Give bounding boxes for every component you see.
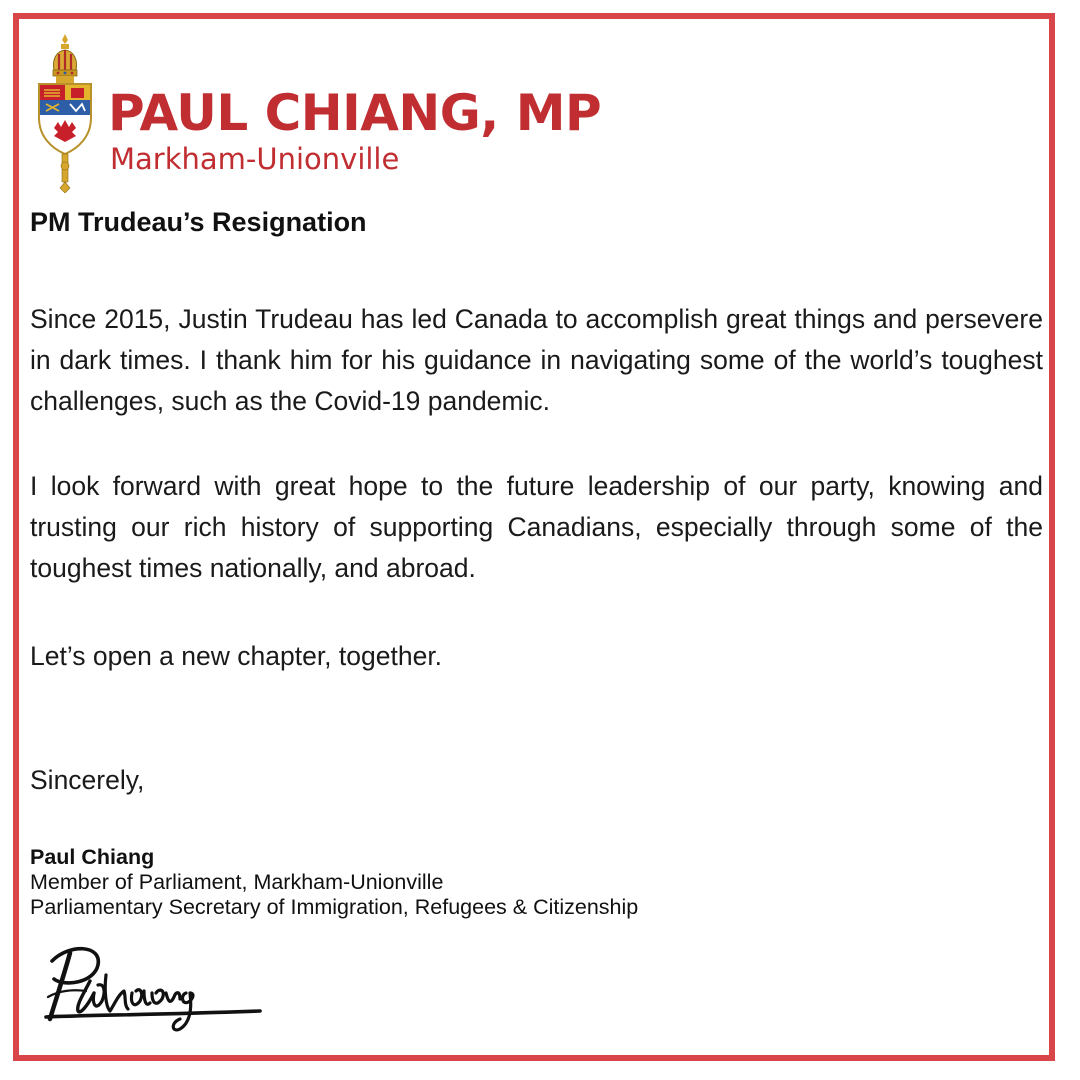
house-of-commons-mace-crest-icon [30, 32, 100, 194]
letter-paragraph-2: I look forward with great hope to the future leadership of our party, knowing and trusting our rich history of supporting Canadians, especially through some of the toughest times nationally, and abroad. [30, 471, 1043, 583]
signatory-title-1: Member of Parliament, Markham-Unionville [30, 870, 444, 894]
signatory-name: Paul Chiang [30, 845, 155, 869]
handwritten-signature-icon [40, 935, 272, 1035]
mp-name-heading: PAUL CHIANG, MP [108, 84, 602, 142]
letter-paragraph-1: Since 2015, Justin Trudeau has led Canada to accomplish great things and persevere in dark times. I thank him for his guidance in navigating some of the world’s toughest challenges, such as the Covid-19 pandemic. [30, 304, 1043, 416]
signatory-title-2: Parliamentary Secretary of Immigration, Refugees & Citizenship [30, 895, 639, 919]
riding-subheading: Markham-Unionville [110, 142, 400, 176]
letter-paragraph-3: Let’s open a new chapter, together. [30, 641, 443, 671]
letter-title: PM Trudeau’s Resignation [30, 207, 367, 237]
signature-block [30, 845, 638, 920]
letter-closing: Sincerely, [30, 765, 145, 795]
